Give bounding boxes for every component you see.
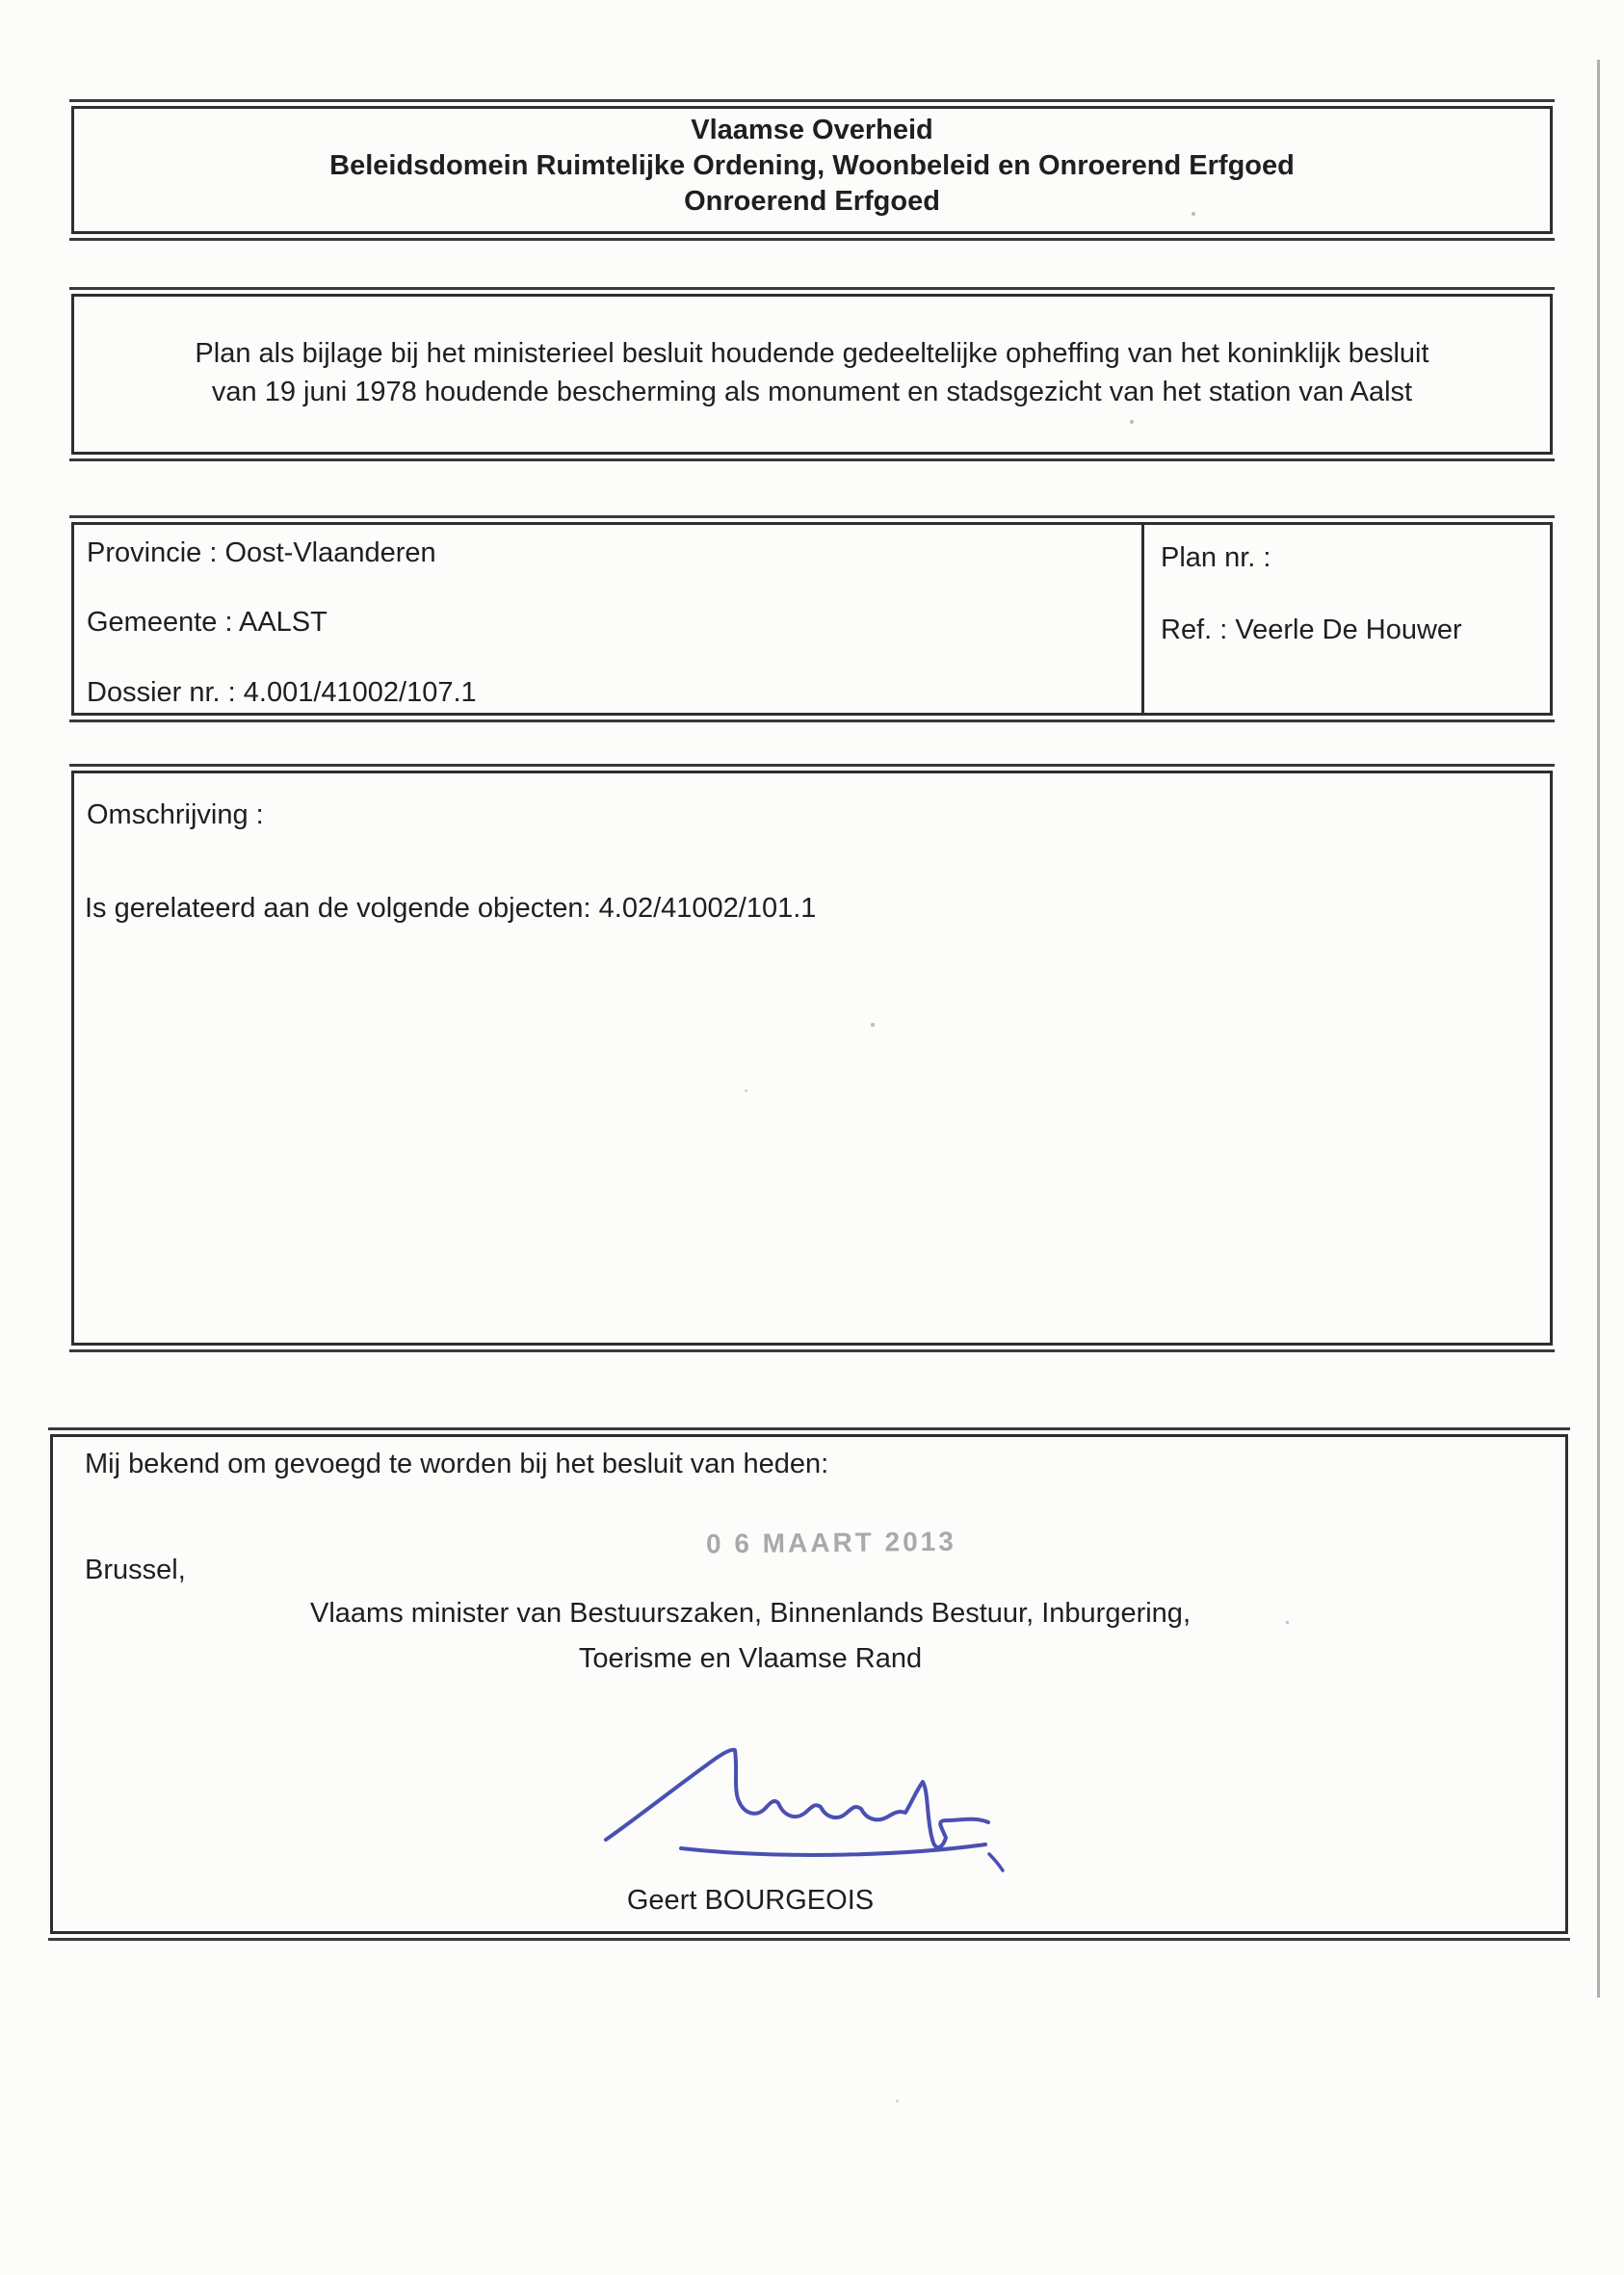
plan-title-line-2: van 19 juni 1978 houdende bescherming als monument en stadsgezicht van het station van Aalst bbox=[211, 377, 1413, 407]
provincie-field: Provincie : Oost-Vlaanderen bbox=[87, 537, 436, 568]
scan-speck bbox=[1192, 212, 1195, 216]
plan-title-line-1: Plan als bijlage bij het ministerieel besluit houdende gedeeltelijke opheffing van het koninklijk besluit bbox=[195, 338, 1429, 369]
omschrijving-box bbox=[71, 771, 1553, 1346]
header-text bbox=[71, 113, 1553, 220]
scan-speck bbox=[896, 2100, 899, 2103]
signatory-name: Geert BOURGEOIS bbox=[626, 1885, 875, 1916]
scan-speck bbox=[1130, 420, 1134, 424]
signature bbox=[592, 1732, 1007, 1876]
minister-title-line-1: Vlaams minister van Bestuurszaken, Binnenlands Bestuur, Inburgering, bbox=[310, 1598, 1191, 1629]
related-objects-text: Is gerelateerd aan de volgende objecten: 4.02/41002/101.1 bbox=[85, 893, 817, 924]
ref-field: Ref. : Veerle De Houwer bbox=[1161, 615, 1462, 645]
scan-speck bbox=[745, 1089, 747, 1092]
scan-edge-line bbox=[1597, 60, 1600, 1998]
minister-title bbox=[71, 1591, 1429, 1682]
plan-nr-field: Plan nr. : bbox=[1161, 542, 1271, 573]
info-box-divider bbox=[1141, 525, 1144, 713]
scan-speck bbox=[871, 1023, 875, 1027]
header-line-2: Beleidsdomein Ruimtelijke Ordening, Woonbeleid en Onroerend Erfgoed bbox=[329, 150, 1295, 181]
signing-intro: Mij bekend om gevoegd te worden bij het besluit van heden: bbox=[85, 1449, 829, 1479]
plan-title-text bbox=[71, 334, 1553, 411]
header-line-3: Onroerend Erfgoed bbox=[684, 186, 940, 217]
gemeente-field: Gemeente : AALST bbox=[87, 607, 327, 638]
header-line-1: Vlaamse Overheid bbox=[691, 115, 933, 145]
scan-speck bbox=[1286, 1621, 1289, 1624]
minister-title-line-2: Toerisme en Vlaamse Rand bbox=[578, 1643, 923, 1674]
date-stamp: 0 6 MAART 2013 bbox=[705, 1526, 957, 1559]
dossier-field: Dossier nr. : 4.001/41002/107.1 bbox=[87, 677, 477, 708]
place-label: Brussel, bbox=[85, 1555, 186, 1585]
omschrijving-label: Omschrijving : bbox=[87, 799, 264, 830]
